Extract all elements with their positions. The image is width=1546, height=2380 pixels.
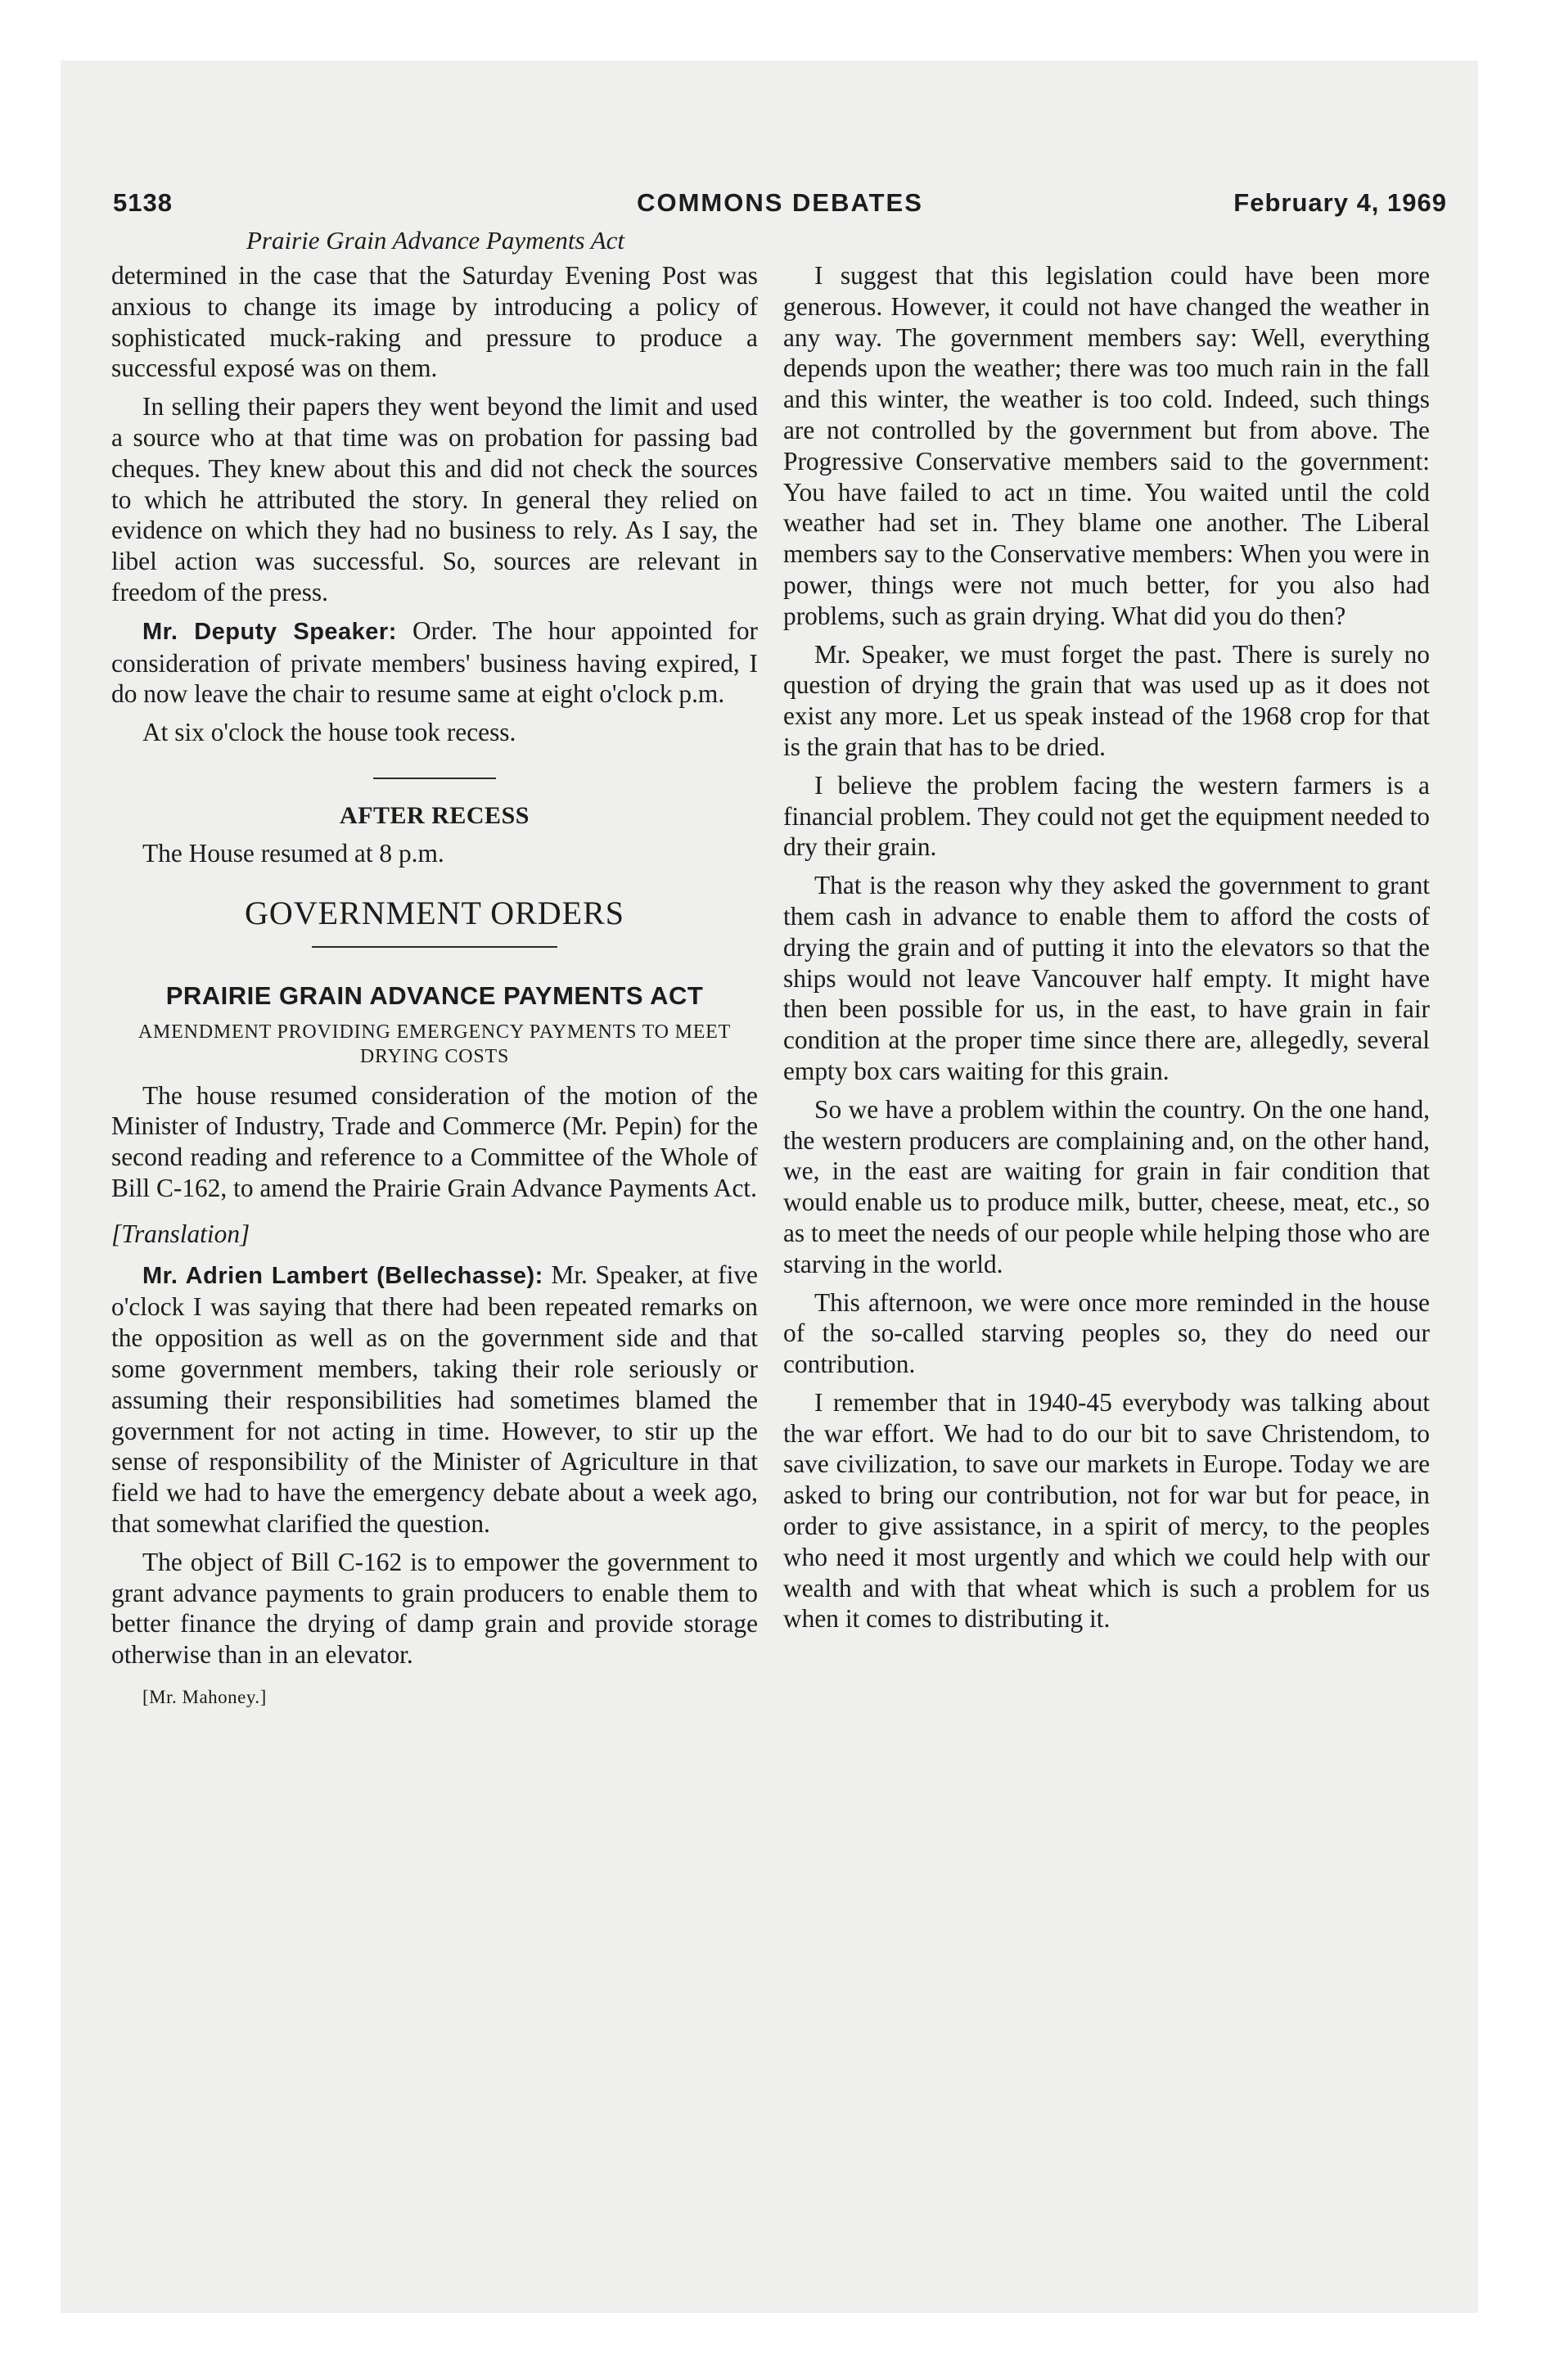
translation-note: [Translation] [111, 1219, 250, 1248]
speech-text: Mr. Speaker, at five o'clock I was saying that there had been repeated remarks on the opposition as well as on the government side and that some government members, taking their role seriously or assuming their responsibilities had sometimes blamed the government for not acting in time. However, to stir up the sense of responsibility of the Minister of Agriculture in that field we had to have the emergency debate about a week ago, that somewhat clarified the question. [111, 1260, 758, 1538]
paragraph: So we have a problem within the country. On the one hand, the western producers are complaining and, on the other hand, we, in the east are waiting for grain in fair condition that would enable us to produce milk, butter, cheese, meat, etc., so as to meet the needs of our people while helping those who are starving in the world. [783, 1094, 1430, 1278]
section-divider [373, 778, 496, 779]
paragraph: At six o'clock the house took recess. [142, 718, 516, 747]
paragraph: I suggest that this legislation could have been more generous. However, it could not have changed the weather in any way. The government members say: Well, everything depends upon the weather; there was too much rain in the fall and this winter, the weather is too cold. Indeed, such things are not controlled by the government but from above. The Progressive Conservative members said to the government: You have failed to act ın time. You waited until the cold weather had set in. They blame one another. The Liberal members say to the Conservative members: When you were in power, things were not much better, for you also had problems, such as grain drying. What did you do then? [783, 261, 1430, 630]
heading-divider [312, 946, 557, 948]
page-number: 5138 [113, 188, 173, 217]
paragraph [111, 615, 758, 710]
speaker-name: Mr. Adrien Lambert (Bellechasse): [142, 1262, 543, 1289]
page-header [113, 188, 1447, 221]
paragraph: The house resumed consideration of the motion of the Minister of Industry, Trade and Commerce (Mr. Pepin) for the second reading and reference to a Committee of the Whole of Bill C-162, to amend the Prairie Grain Advance Payments Act. [111, 1080, 758, 1202]
paragraph: The object of Bill C-162 is to empower the government to grant advance payments to grain producers to enable them to better finance the drying of damp grain and provide storage otherwise than in an elevator. [111, 1547, 758, 1670]
publication-title: COMMONS DEBATES [637, 188, 923, 217]
after-recess-heading: AFTER RECESS [340, 801, 530, 829]
bill-title: PRAIRIE GRAIN ADVANCE PAYMENTS ACT [165, 980, 704, 1010]
paragraph: I believe the problem facing the western farmers is a financial problem. They could not get the equipment needed to dry their grain. [783, 770, 1430, 862]
left-column [111, 260, 758, 1713]
paragraph: In selling their papers they went beyond the limit and used a source who at that time was on probation for passing bad cheques. They knew about this and did not check the sources to which he attributed the story. In general they relied on evidence on which they had no business to rely. As I say, the libel action was successful. So, sources are relevant in freedom of the press. [111, 392, 758, 606]
paragraph: That is the reason why they asked the government to grant them cash in advance to enable them to afford the costs of drying the grain and of putting it into the elevators so that the ships would not leave Vancouver half empty. It might have then been possible for us, in the east, to have grain in fair condition at the proper time since there are, allegedly, several empty box cars waiting for this grain. [783, 871, 1430, 1085]
speech-text: Order. The hour appointed for consideration of private members' business having expired, I do now leave the chair to resume same at eight o'clock p.m. [111, 615, 758, 709]
amendment-subheading: AMENDMENT PROVIDING EMERGENCY PAYMENTS TO MEET DRYING COSTS [137, 1021, 732, 1067]
paragraph: I remember that in 1940-45 everybody was talking about the war effort. We had to do our bit to save Christendom, to save civilization, to save our markets in Europe. Today we are asked to bring our contribution, not for war but for peace, in order to give assistance, in a spirit of mercy, to the peoples who need it most urgently and which we could help with our wealth and with that wheat which is such a problem for us when it comes to distributing it. [783, 1387, 1430, 1634]
paragraph: This afternoon, we were once more reminded in the house of the so-called starving peoples so, they do need our contribution. [783, 1287, 1430, 1379]
footnote: [Mr. Mahoney.] [142, 1686, 267, 1707]
issue-date: February 4, 1969 [1233, 188, 1447, 217]
paragraph: Mr. Speaker, we must forget the past. There is surely no question of drying the grain that was used up as it does not exist any more. Let us speak instead of the 1968 crop for that is the grain that has to be dried. [783, 639, 1430, 761]
right-column [783, 260, 1430, 1642]
paragraph [111, 1260, 758, 1539]
running-head: Prairie Grain Advance Payments Act [246, 226, 625, 255]
government-orders-heading: GOVERNMENT ORDERS [244, 894, 625, 931]
speaker-name: Mr. Deputy Speaker: [142, 618, 397, 645]
paragraph: determined in the case that the Saturday Evening Post was anxious to change its image by introducing a policy of sophisticated muck-raking and pressure to produce a successful exposé was on them. [111, 261, 758, 383]
paragraph: The House resumed at 8 p.m. [142, 838, 444, 868]
